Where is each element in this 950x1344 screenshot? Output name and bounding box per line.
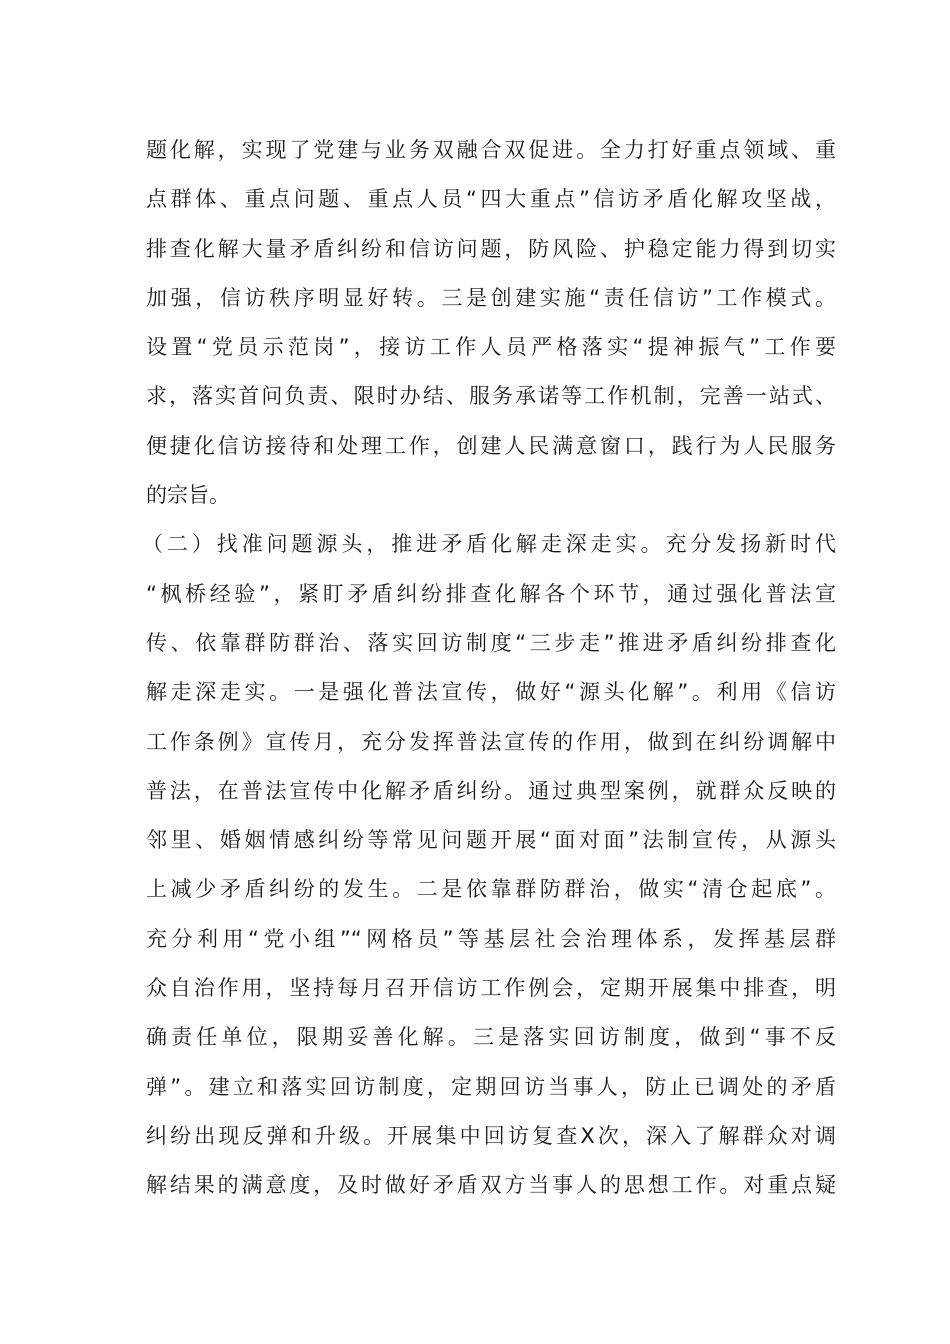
text-line: “枫桥经验”，紧盯矛盾纠纷排查化解各个环节，通过强化普法宣 [146, 581, 836, 606]
text-line: 传、依靠群防群治、落实回访制度“三步走”推进矛盾纠纷排查化 [146, 630, 836, 655]
text-line: 纠纷出现反弹和升级。开展集中回访复查X次，深入了解群众对调 [146, 1123, 836, 1148]
text-line: 上减少矛盾纠纷的发生。二是依靠群防群治，做实“清仓起底”。 [146, 877, 836, 902]
text-line: 解走深走实。一是强化普法宣传，做好“源头化解”。利用《信访 [146, 680, 836, 705]
text-line: 普法，在普法宣传中化解矛盾纠纷。通过典型案例，就群众反映的 [146, 778, 836, 803]
text-line: 弹”。建立和落实回访制度，定期回访当事人，防止已调处的矛盾 [146, 1074, 836, 1099]
text-line: 排查化解大量矛盾纠纷和信访问题，防风险、护稳定能力得到切实 [146, 236, 836, 261]
text-line: 加强，信访秩序明显好转。三是创建实施“责任信访”工作模式。 [146, 285, 836, 310]
text-line: 点群体、重点问题、重点人员“四大重点”信访矛盾化解攻坚战， [146, 187, 836, 212]
text-line: 题化解，实现了党建与业务双融合双促进。全力打好重点领域、重 [146, 138, 836, 162]
text-line: 设置“党员示范岗”，接访工作人员严格落实“提神振气”工作要 [146, 335, 836, 360]
text-line: 工作条例》宣传月，充分发挥普法宣传的作用，做到在纠纷调解中 [146, 729, 836, 754]
text-line: 便捷化信访接待和处理工作，创建人民满意窗口，践行为人民服务 [146, 433, 836, 458]
text-line: 确责任单位，限期妥善化解。三是落实回访制度，做到“事不反 [146, 1025, 836, 1050]
text-line: 邻里、婚姻情感纠纷等常见问题开展“面对面”法制宣传，从源头 [146, 828, 836, 853]
text-line: 解结果的满意度，及时做好矛盾双方当事人的思想工作。对重点疑 [146, 1173, 836, 1198]
text-line: 求，落实首问负责、限时办结、服务承诺等工作机制，完善一站式、 [146, 384, 836, 409]
body-text [142, 126, 836, 1211]
text-line: 众自治作用，坚持每月召开信访工作例会，定期开展集中排查，明 [146, 976, 836, 1001]
section-heading-line: （二）找准问题源头，推进矛盾化解走深走实。充分发扬新时代 [142, 532, 836, 557]
text-line: 充分利用“党小组”“网格员”等基层社会治理体系，发挥基层群 [146, 926, 836, 951]
text-line: 的宗旨。 [146, 483, 230, 508]
